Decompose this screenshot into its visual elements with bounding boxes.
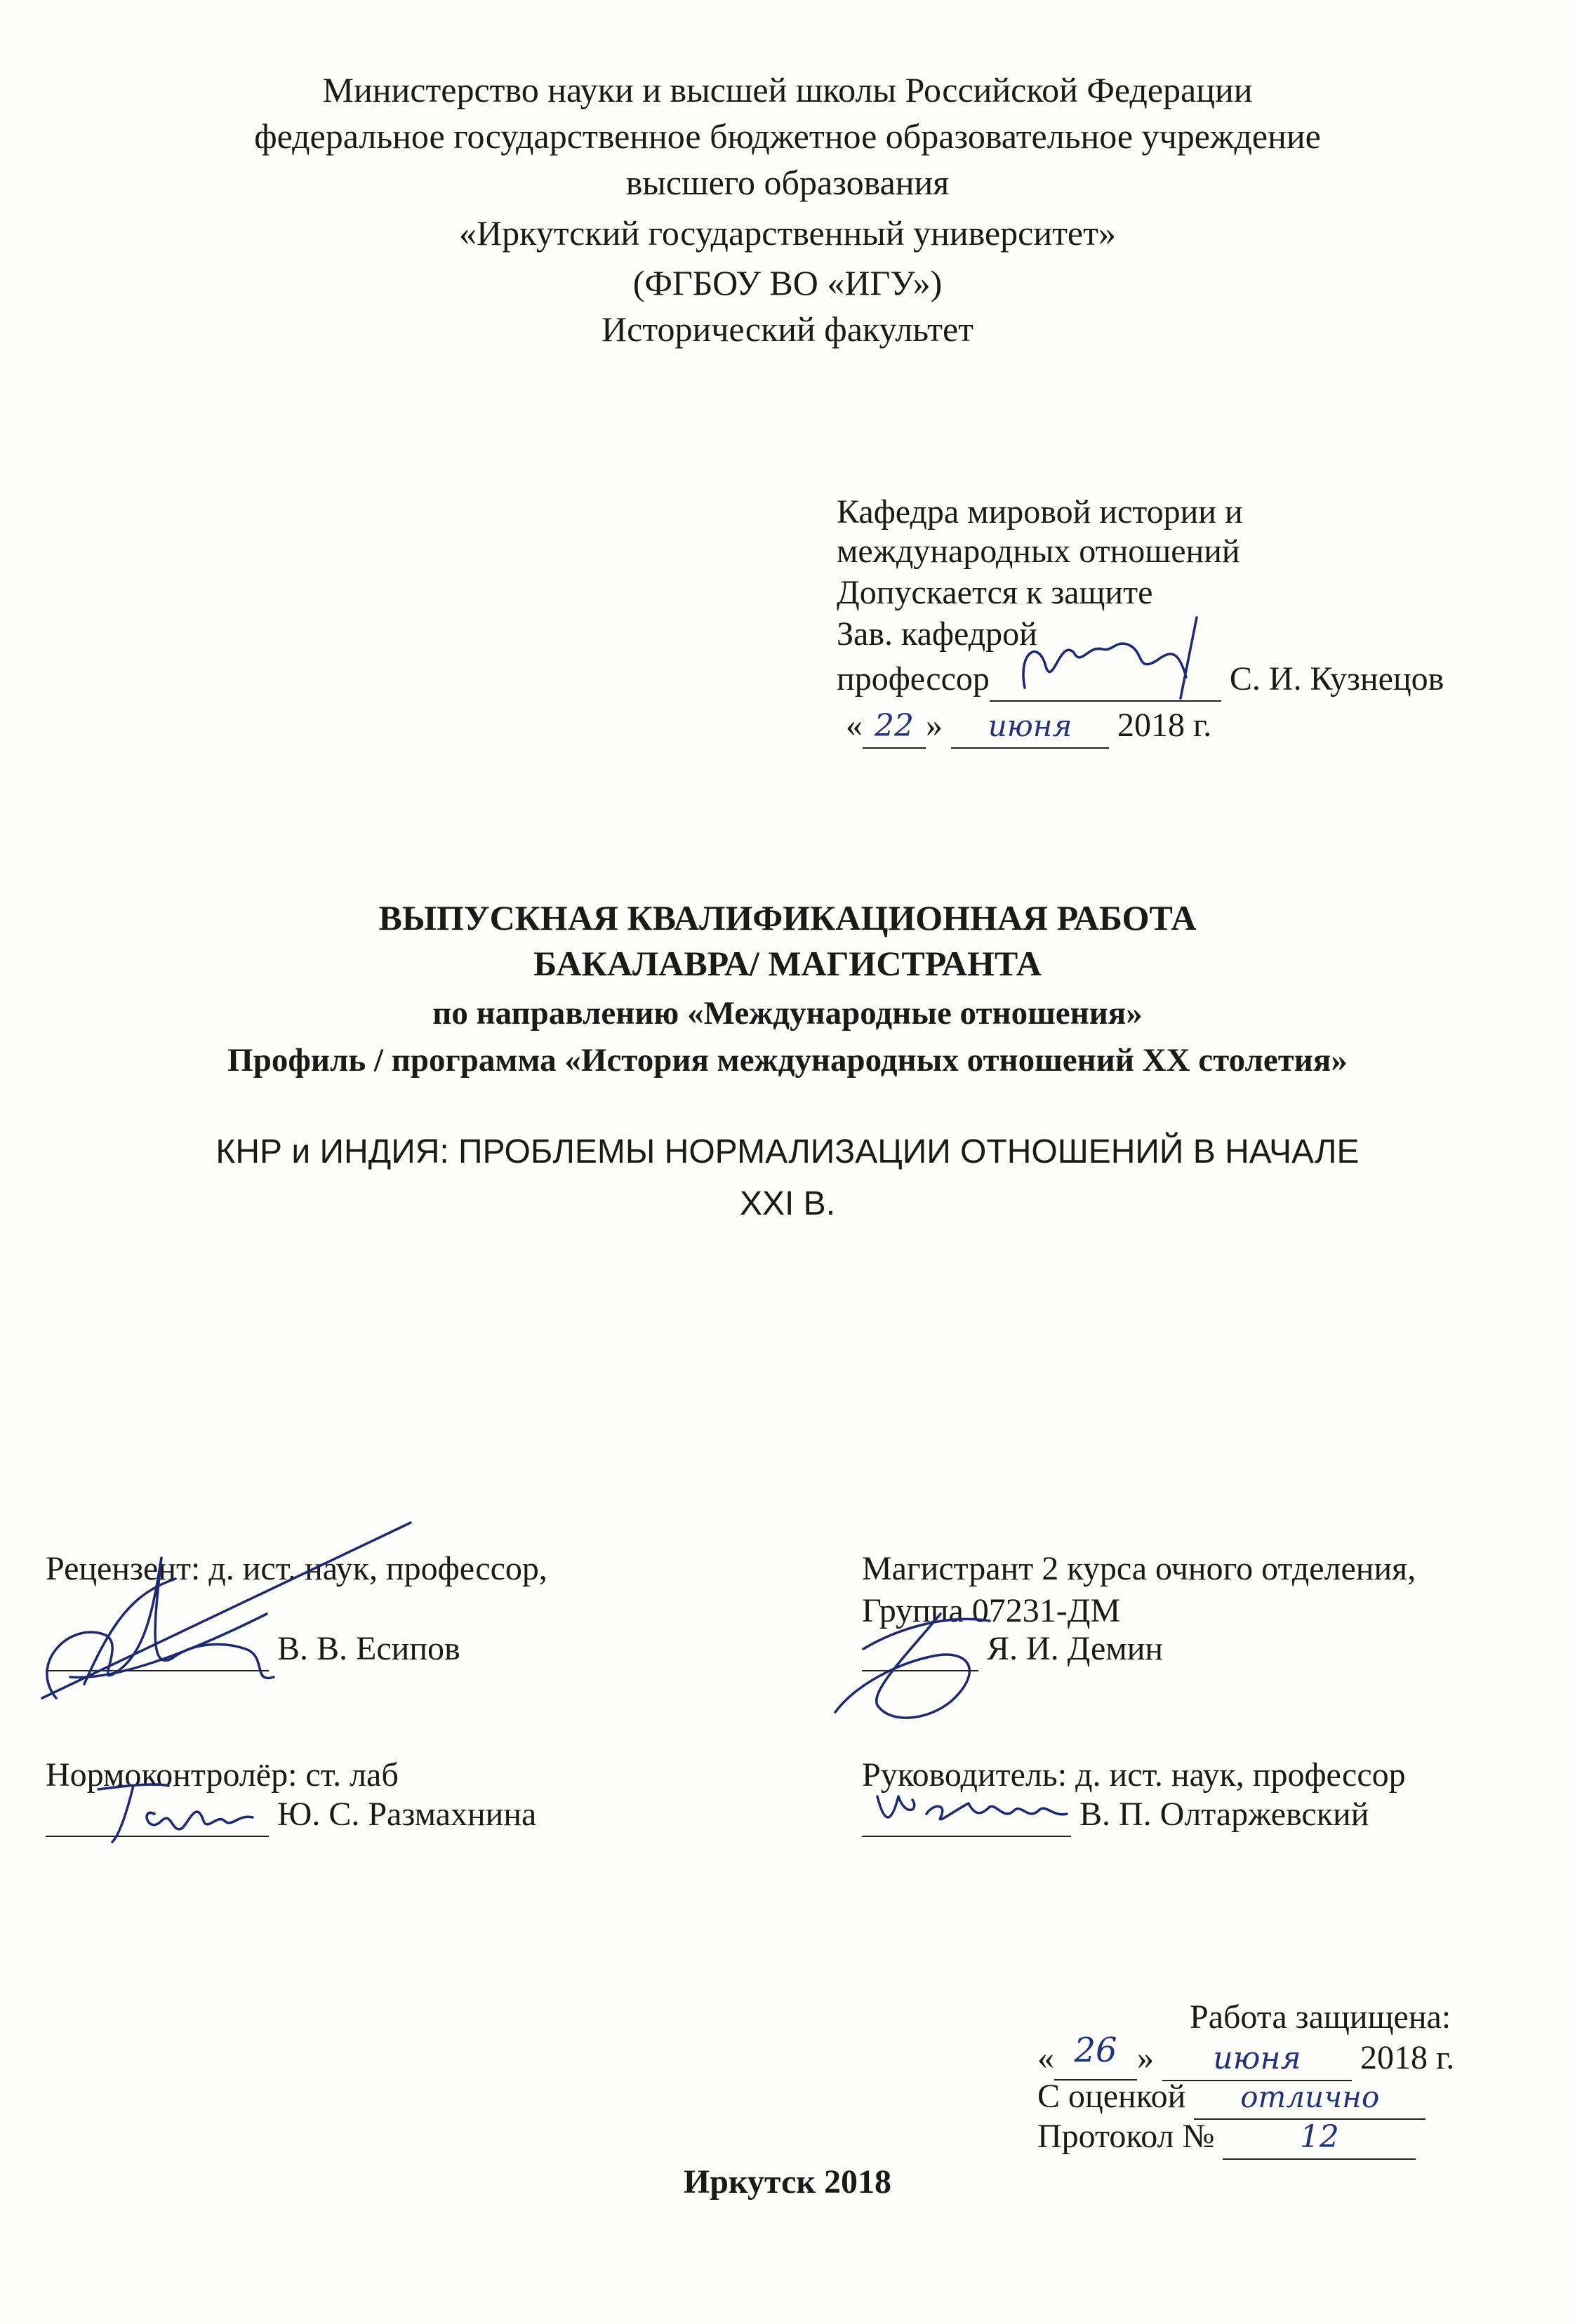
normcontrol-signature-icon [84, 1772, 267, 1849]
approval-date-line [846, 704, 1211, 749]
thesis-title-line-1: КНР и ИНДИЯ: ПРОБЛЕМЫ НОРМАЛИЗАЦИИ ОТНОШЕНИЙ В НАЧАЛЕ [215, 1133, 1360, 1170]
normcontrol-name: Ю. С. Размахнина [277, 1796, 537, 1833]
head-label: Зав. кафедрой [837, 615, 1037, 653]
normcontrol-label: Нормоконтролёр: ст. лаб [46, 1756, 399, 1794]
grade-field [1194, 2076, 1426, 2120]
supervisor-signature-icon [870, 1782, 1081, 1838]
defense-day: 26 [1074, 2031, 1117, 2070]
date-day: 22 [875, 708, 914, 744]
admission-line: Допускается к защите [837, 574, 1153, 611]
work-type-line-2: БАКАЛАВРА/ МАГИСТРАНТА [533, 944, 1042, 983]
education-level-line: высшего образования [625, 163, 950, 202]
reviewer-signature-icon [14, 1516, 407, 1726]
grade-value: отлично [1240, 2080, 1380, 2114]
profile-line: Профиль / программа «История международных отношений XX столетия» [227, 1042, 1348, 1078]
protocol-line [1037, 2116, 1416, 2160]
ministry-line: Министерство науки и высшей школы Российской Федерации [322, 70, 1253, 109]
professor-label: профессор [837, 660, 990, 697]
grade-line [1037, 2076, 1426, 2120]
date-year: 2018 г. [1117, 707, 1212, 744]
defense-date-line [1037, 2031, 1455, 2081]
defense-label: Работа защищена: [1190, 1998, 1451, 2036]
defense-close-quote: » [1137, 2039, 1154, 2076]
faculty-line: Исторический факультет [601, 309, 974, 349]
protocol-field [1223, 2116, 1416, 2160]
department-line-1: Кафедра мировой истории и [837, 493, 1243, 530]
university-line: «Иркутский государственный университет» [459, 213, 1116, 253]
date-open-quote: « [846, 707, 863, 744]
student-signature-icon [814, 1572, 1025, 1726]
thesis-title-line-2: XXI В. [739, 1185, 836, 1222]
reviewer-label: Рецензент: д. ист. наук, профессор, [46, 1550, 547, 1587]
protocol-number: 12 [1299, 2119, 1339, 2155]
student-name: Я. И. Демин [987, 1630, 1164, 1667]
student-label: Магистрант 2 курса очного отделения, [862, 1550, 1416, 1587]
grade-label: С оценкой [1037, 2078, 1186, 2115]
abbreviation-line: (ФГБОУ ВО «ИГУ») [632, 263, 943, 302]
city-year: Иркутск 2018 [683, 2163, 892, 2201]
date-close-quote: » [926, 707, 943, 744]
defense-year: 2018 г. [1360, 2039, 1455, 2076]
work-type-line-1: ВЫПУСКНАЯ КВАЛИФИКАЦИОННАЯ РАБОТА [378, 898, 1197, 937]
date-month: июня [988, 709, 1072, 743]
defense-open-quote: « [1037, 2039, 1054, 2076]
department-line-2: международных отношений [837, 533, 1240, 570]
supervisor-name: В. П. Олтаржевский [1079, 1796, 1369, 1833]
defense-month: июня [1213, 2041, 1301, 2076]
supervisor-label: Руководитель: д. ист. наук, профессор [862, 1756, 1406, 1794]
direction-line: по направлению «Международные отношения» [432, 995, 1143, 1031]
date-month-field [951, 704, 1109, 749]
reviewer-name: В. В. Есипов [277, 1630, 460, 1667]
head-signature-icon [997, 610, 1249, 709]
institution-type-line: федеральное государственное бюджетное образовательное учреждение [254, 116, 1321, 156]
defense-day-field [1054, 2031, 1137, 2081]
head-name: С. И. Кузнецов [1229, 660, 1444, 697]
defense-month-field [1162, 2037, 1352, 2081]
protocol-label: Протокол № [1037, 2118, 1215, 2155]
date-day-field [863, 704, 926, 749]
student-group: Группа 07231-ДМ [862, 1592, 1121, 1629]
